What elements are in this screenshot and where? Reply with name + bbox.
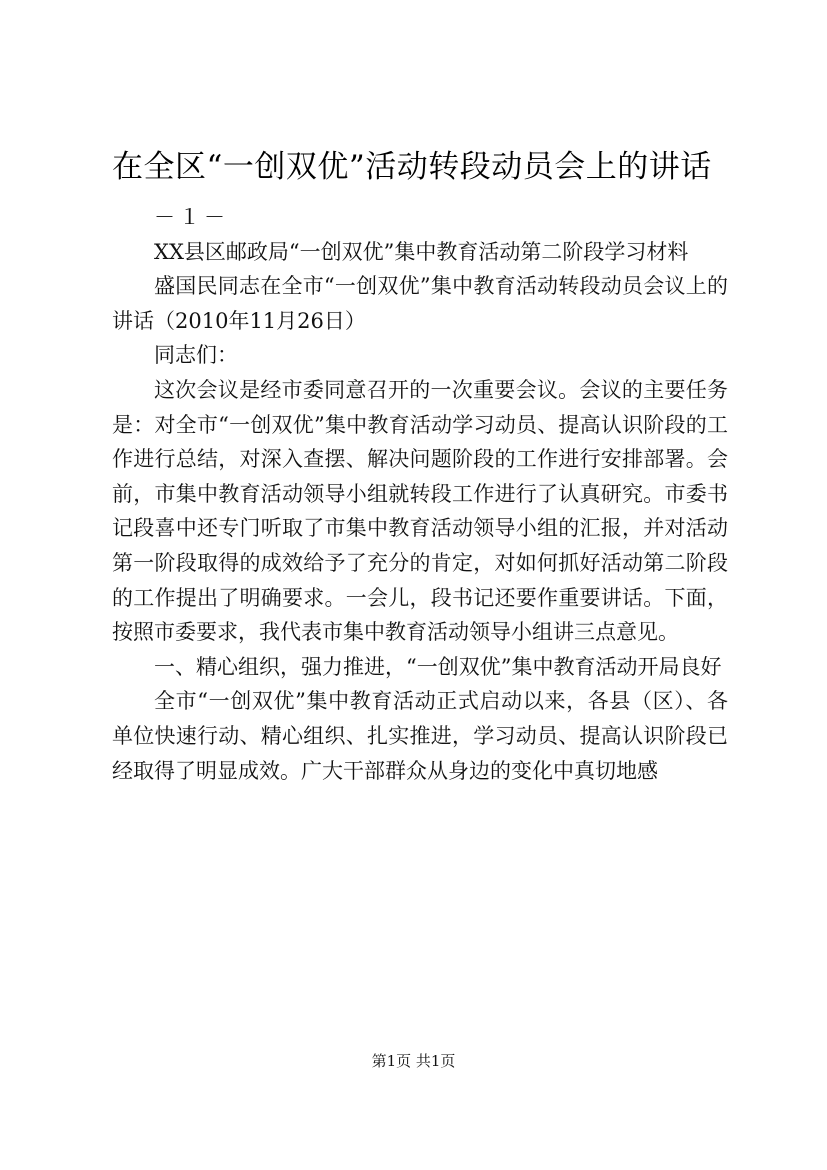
paragraph-subtitle: XX县区邮政局“一创双优”集中教育活动第二阶段学习材料 [154, 239, 689, 264]
paragraph-salutation: 同志们： [154, 343, 238, 368]
page-footer: 第1页 共1页 [371, 1052, 456, 1070]
page-marker: －１－ [154, 205, 229, 229]
paragraph-intro: 这次会议是经市委同意召开的一次重要会议。会议的主要任务是：对全市“一创双优”集中教育活动学习动员、提高认识阶段的工作进行总结，对深入查摆、解决问题阶段的工作进行安排部署。会前，市集中教育活动领导小组就转段工作进行了认真研究。市委书记段喜中还专门听取了市集中教育活动领导小组的汇报，并对活动第一阶段取得的成效给予了充分的肯定，对如何抓好活动第二阶段的工作提出了明确要求。一会儿，段书记还要作重要讲话。下面，按照市委要求，我代表市集中教育活动领导小组讲三点意见。 [112, 377, 728, 645]
document-body [112, 200, 728, 788]
paragraph-speaker: 盛国民同志在全市“一创双优”集中教育活动转段动员会议上的讲话（2010年11月26日） [112, 274, 728, 333]
section-heading-1: 一、精心组织，强力推进，“一创双优”集中教育活动开局良好 [154, 654, 722, 679]
document-title: 在全区“一创双优”活动转段动员会上的讲话 [112, 149, 712, 185]
paragraph-section-1: 全市“一创双优”集中教育活动正式启动以来，各县（区）、各单位快速行动、精心组织、扎实推进，学习动员、提高认识阶段已经取得了明显成效。广大干部群众从身边的变化中真切地感 [112, 689, 728, 783]
